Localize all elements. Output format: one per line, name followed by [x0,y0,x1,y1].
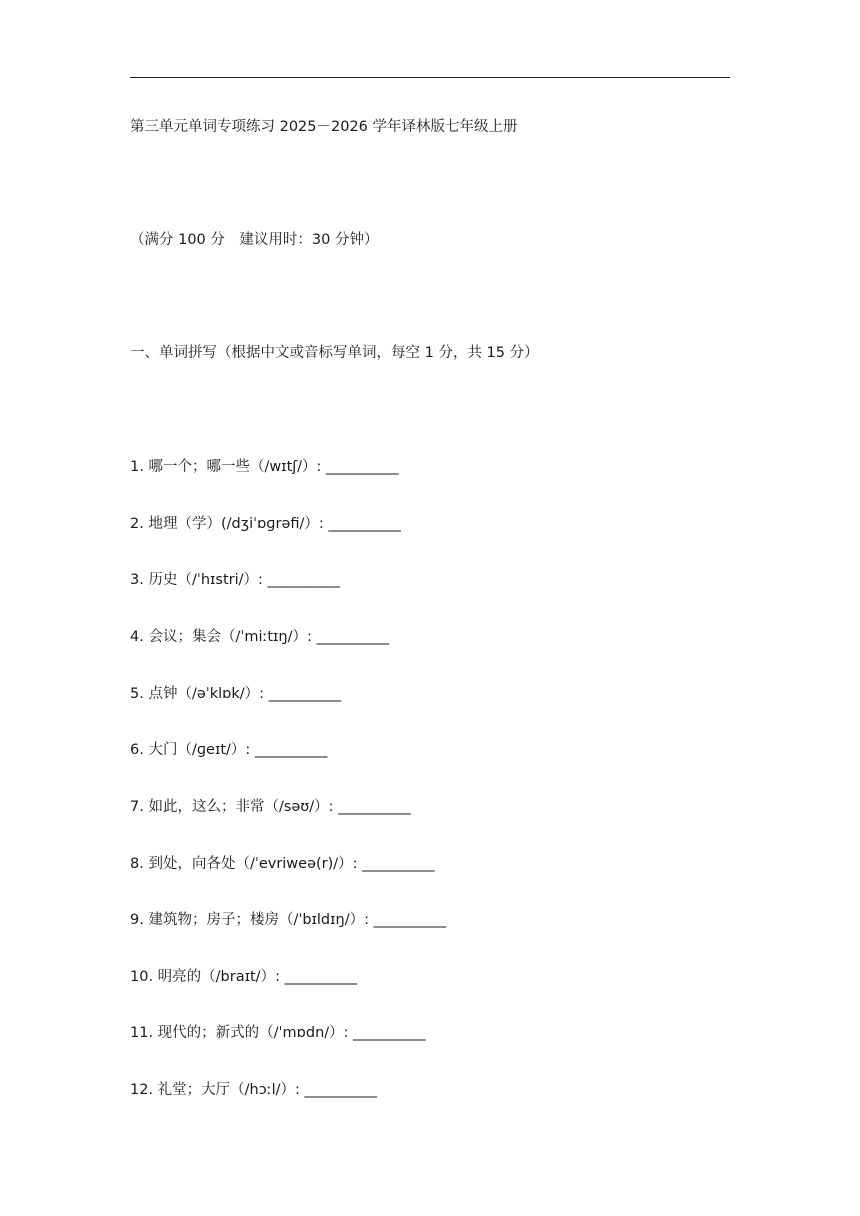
question-item-3: 3. 历史（/ˈhɪstri/）: __________ [130,572,341,588]
question-item-5: 5. 点钟（/əˈklɒk/）: __________ [130,686,342,702]
question-item-12: 12. 礼堂；大厅（/hɔːl/）: __________ [130,1082,378,1098]
question-item-11: 11. 现代的；新式的（/ˈmɒdn/）: __________ [130,1025,426,1041]
question-item-7: 7. 如此，这么；非常（/səʊ/）: __________ [130,799,411,815]
worksheet-title: 第三单元单词专项练习 2025－2026 学年译林版七年级上册 [130,119,518,135]
question-item-9: 9. 建筑物；房子；楼房（/ˈbɪldɪŋ/）: __________ [130,912,447,928]
question-item-1: 1. 哪一个；哪一些（/wɪtʃ/）: __________ [130,459,399,475]
question-item-6: 6. 大门（/ɡeɪt/）: __________ [130,742,328,758]
section-heading-spelling: 一、单词拼写（根据中文或音标写单词，每空 1 分，共 15 分） [130,345,539,361]
question-item-2: 2. 地理（学）(/dʒiˈɒɡrəfi/）: __________ [130,516,401,532]
question-item-4: 4. 会议；集会（/ˈmiːtɪŋ/）: __________ [130,629,389,645]
question-item-8: 8. 到处，向各处（/ˈevriweə(r)/）: __________ [130,856,435,872]
question-item-10: 10. 明亮的（/braɪt/）: __________ [130,969,358,985]
header-rule [130,77,730,78]
score-time-info: （满分 100 分 建议用时：30 分钟） [130,232,379,248]
